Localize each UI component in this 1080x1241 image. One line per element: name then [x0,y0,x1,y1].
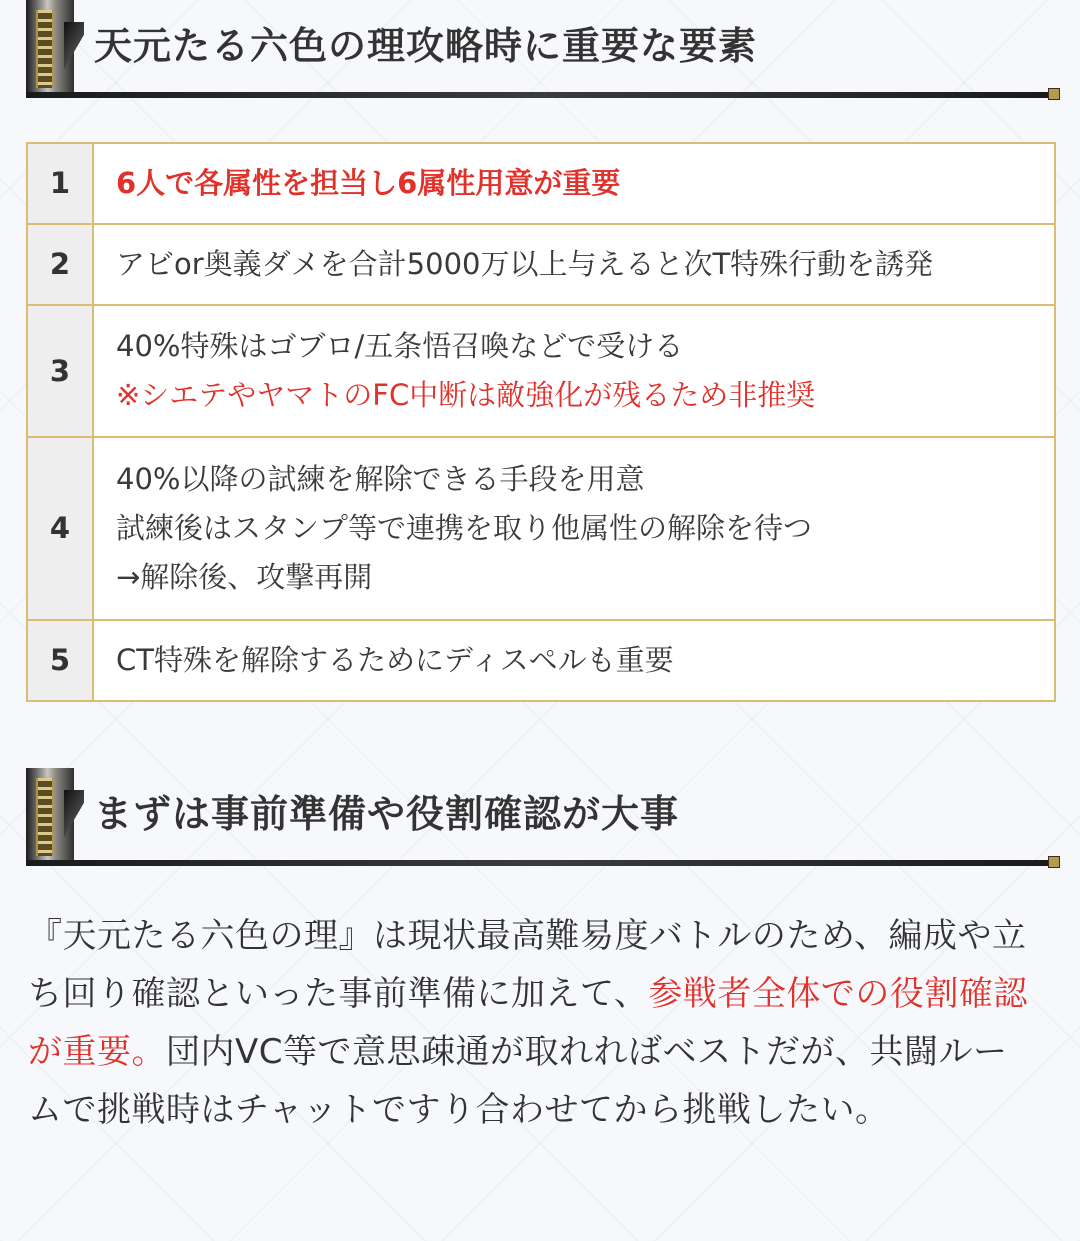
body-paragraph [28,907,1038,1139]
section-heading-1 [26,0,1056,98]
table-row [27,620,1055,701]
paragraph-text: 団内VC等で意思疎通が取れればベストだが、共闘ルームで挑戦時はチャットですり合わせてから挑戦したい。 [28,1032,1008,1130]
row-number: 1 [27,143,93,224]
row-content [93,305,1055,437]
row-number: 5 [27,620,93,701]
section-title-2: まずは事前準備や役割確認が大事 [94,792,680,836]
table-row [27,305,1055,437]
paragraph-text: 『天元たる六色の理』は現状最高難易度バトルのため、編成や立ち回り確認といった事前準備に加えて、 [28,916,1027,1014]
heading-underline [26,860,1056,866]
heading-underline [26,92,1056,98]
row-number: 4 [27,437,93,620]
paragraph-highlight: 参戦者全体での役割確認が重要。 [28,974,1028,1072]
heading-underline-end-icon [1048,856,1060,868]
ornament-pillar-icon [26,768,74,866]
section-title-1: 天元たる六色の理攻略時に重要な要素 [94,24,758,68]
heading-underline-end-icon [1048,88,1060,100]
row-number: 2 [27,224,93,305]
row-content [93,620,1055,701]
row-text: アビor奥義ダメを合計5000万以上与えると次T特殊行動を誘発 [116,247,934,281]
row-text: →解除後、攻撃再開 [116,560,373,594]
row-text: 40%特殊はゴブロ/五条悟召喚などで受ける [116,329,684,363]
row-text: 40%以降の試練を解除できる手段を用意 [116,462,645,496]
row-number: 3 [27,305,93,437]
section-heading-2 [26,768,1056,866]
row-text: 試練後はスタンプ等で連携を取り他属性の解除を待つ [116,511,813,545]
row-text-highlight: 6人で各属性を担当し6属性用意が重要 [116,166,621,200]
table-row [27,143,1055,224]
row-text-warning: ※シエテやヤマトのFC中断は敵強化が残るため非推奨 [116,378,816,412]
row-text: CT特殊を解除するためにディスペルも重要 [116,643,674,677]
table-row [27,224,1055,305]
table-row [27,437,1055,620]
row-content [93,143,1055,224]
tips-table [26,142,1056,702]
ornament-pillar-icon [26,0,74,98]
row-content [93,224,1055,305]
row-content [93,437,1055,620]
